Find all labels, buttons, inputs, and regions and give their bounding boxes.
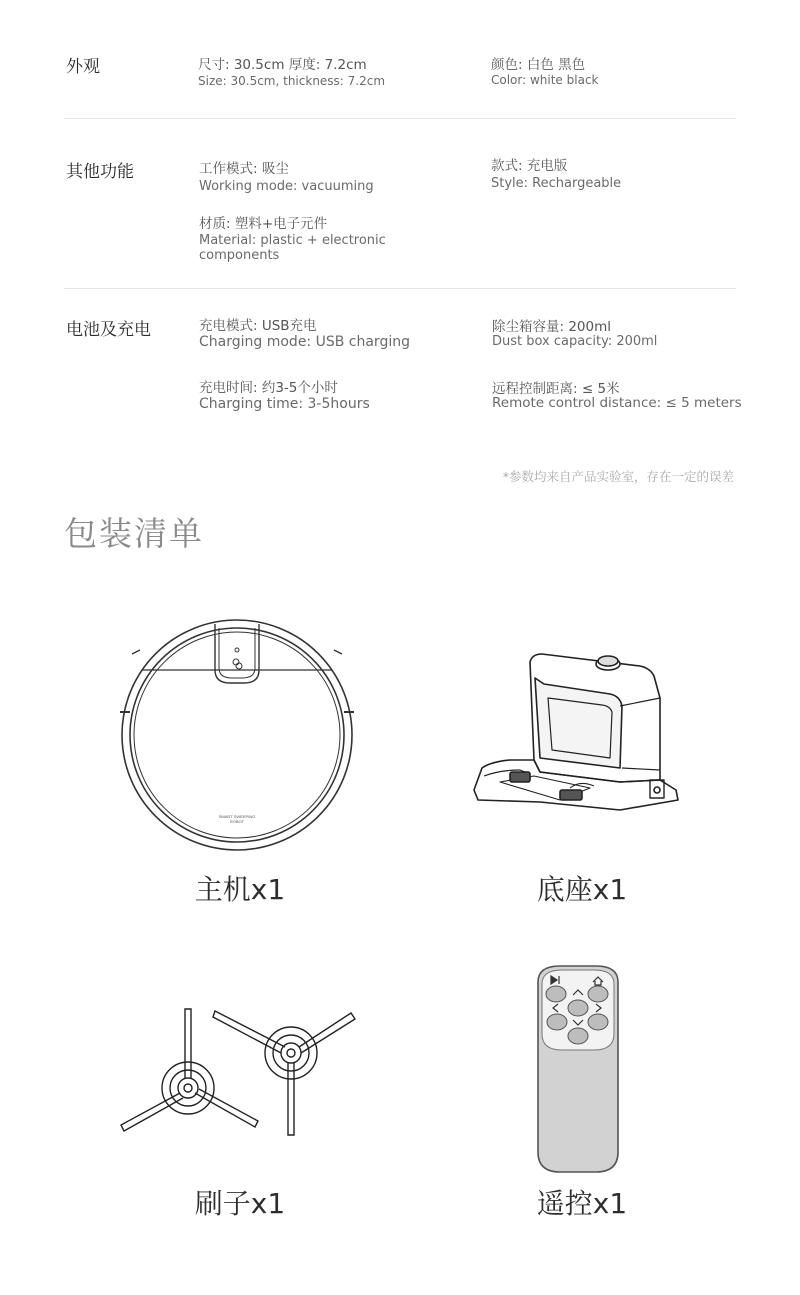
dust-box-zh: 除尘箱容量: 200ml <box>492 319 612 335</box>
remote-distance-zh: 远程控制距离: ≤ 5米 <box>492 381 620 397</box>
material-zh: 材质: 塑料+电子元件 <box>199 216 328 232</box>
svg-text:ROBOT: ROBOT <box>229 819 245 824</box>
material-en: Material: plastic + electronic components <box>199 233 386 263</box>
style-en: Style: Rechargeable <box>491 176 622 191</box>
divider <box>64 288 736 289</box>
remote-distance-en: Remote control distance: ≤ 5 meters <box>492 395 742 411</box>
charging-mode-zh: 充电模式: USB充电 <box>199 318 317 334</box>
svg-text:SMART SWEEPING: SMART SWEEPING <box>218 814 256 819</box>
charging-time-en: Charging time: 3-5hours <box>199 396 370 412</box>
side-brush-icon <box>115 1005 360 1140</box>
divider <box>64 118 736 119</box>
color-zh: 颜色: 白色 黑色 <box>491 57 586 73</box>
package-item-label: 底座x1 <box>536 873 628 906</box>
size-zh: 尺寸: 30.5cm 厚度: 7.2cm <box>198 57 367 73</box>
color-en: Color: white black <box>491 73 599 87</box>
section-title-appearance: 外观 <box>66 57 100 77</box>
charging-time-zh: 充电时间: 约3-5个小时 <box>199 380 338 396</box>
package-item-label: 刷子x1 <box>194 1187 286 1220</box>
charging-dock-icon <box>470 650 685 820</box>
robot-vacuum-icon <box>112 610 362 860</box>
disclaimer-note: *参数均来自产品实验室，存在一定的误差 <box>502 469 734 484</box>
dust-box-en: Dust box capacity: 200ml <box>492 334 658 349</box>
working-mode-en: Working mode: vacuuming <box>199 179 374 194</box>
size-en: Size: 30.5cm, thickness: 7.2cm <box>198 74 386 88</box>
package-list-title: 包装清单 <box>64 514 204 553</box>
working-mode-zh: 工作模式: 吸尘 <box>199 161 289 177</box>
section-title-battery: 电池及充电 <box>66 320 151 340</box>
section-title-other: 其他功能 <box>66 162 134 182</box>
charging-mode-en: Charging mode: USB charging <box>199 334 410 350</box>
style-zh: 款式: 充电版 <box>491 158 568 174</box>
package-item-label: 主机x1 <box>194 873 286 906</box>
package-item-label: 遥控x1 <box>536 1187 628 1220</box>
remote-control-icon <box>530 962 625 1177</box>
